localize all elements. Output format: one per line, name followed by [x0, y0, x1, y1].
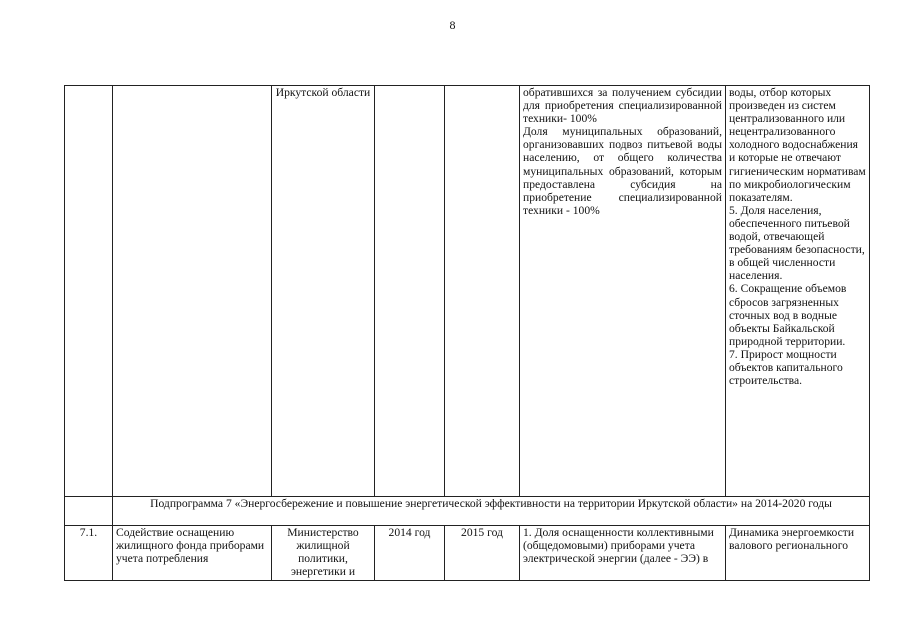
cell-number: 7.1.	[65, 526, 113, 581]
cell-measure	[113, 86, 272, 497]
table-row-subprogram	[65, 497, 870, 526]
page-number: 8	[449, 18, 456, 32]
cell-start-year: 2014 год	[375, 526, 445, 581]
subprogram-title: Подпрограмма 7 «Энергосбережение и повышение энергетической эффективности на территории Иркутской области» на 2014-2020 годы	[113, 497, 870, 526]
cell-executor: Иркутской области	[272, 86, 375, 497]
cell-indicators-short: обратившихся за получением субсидии для приобретения специализированной техники- 100% Доля муниципальных образований, организовавших подвоз питьевой воды населению, от общего количества муниципальных образований, которым предоставлена субсидия на приобретение специализированной техники - 100%	[520, 86, 726, 497]
program-measures-table	[64, 85, 870, 581]
cell-indicators-long: Динамика энергоемкости валового регионального	[726, 526, 870, 581]
table-row-continuation	[65, 86, 870, 497]
cell-executor: Министерство жилищной политики, энергетики и	[272, 526, 375, 581]
table-row-7-1	[65, 526, 870, 581]
cell-end-year: 2015 год	[445, 526, 520, 581]
cell-indicators-long: воды, отбор которых произведен из систем централизованного или нецентрализованного холодного водоснабжения и которые не отвечают гигиеническим нормативам по микробиологическим показателям. 5. Доля населения, обеспеченного питьевой водой, отвечающей требованиям безопасности, в общей численности населения. 6. Сокращение объемов сбросов загрязненных сточных вод в водные объекты Байкальской природной территории. 7. Прирост мощности объектов капитального строительства.	[726, 86, 870, 497]
cell-end-year	[445, 86, 520, 497]
cell-number	[65, 86, 113, 497]
cell-number	[65, 497, 113, 526]
cell-measure: Содействие оснащению жилищного фонда приборами учета потребления	[113, 526, 272, 581]
cell-indicators-short: 1. Доля оснащенности коллективными (общедомовыми) приборами учета электрической энергии (далее - ЭЭ) в	[520, 526, 726, 581]
cell-start-year	[375, 86, 445, 497]
